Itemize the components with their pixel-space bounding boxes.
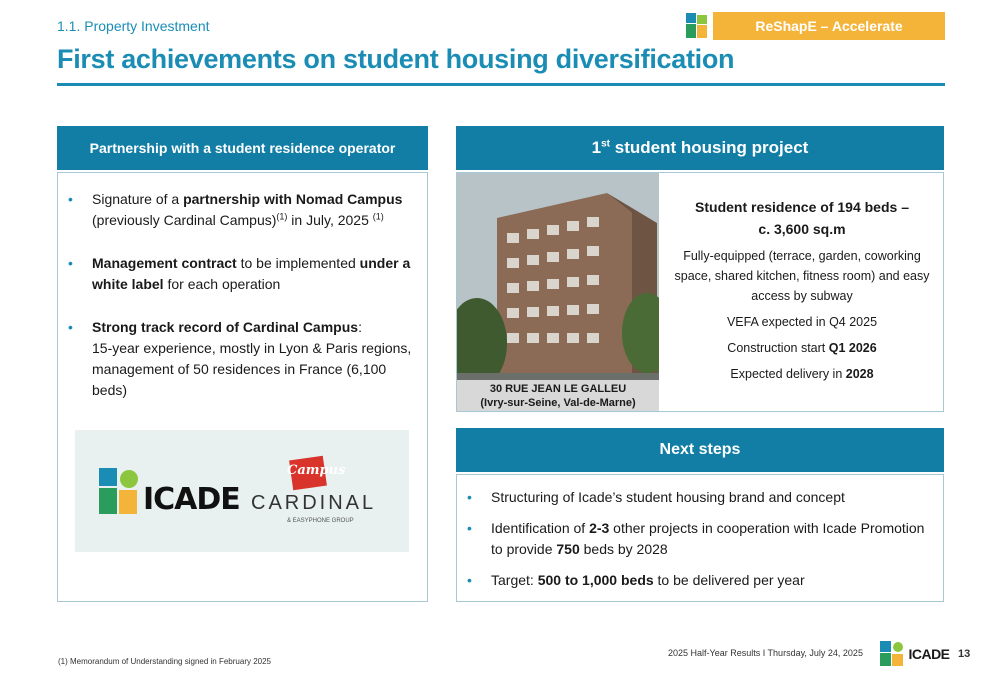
icade-logo-icon <box>99 468 139 516</box>
title-divider <box>57 83 945 86</box>
bullet-icon: • <box>467 489 472 505</box>
project-construction: Construction start Q1 2026 <box>727 341 877 355</box>
footer-info: 2025 Half-Year Results I Thursday, July 24, 2025 <box>668 648 863 658</box>
bullet-icon: • <box>68 319 73 335</box>
footnote: (1) Memorandum of Understanding signed in February 2025 <box>58 657 272 666</box>
bullet-icon: • <box>467 520 472 536</box>
strategy-badge: ReShapE – Accelerate diversification <box>713 12 945 40</box>
bullet-icon: • <box>68 255 73 271</box>
footer-logo <box>880 641 950 667</box>
list-item: • Target: 500 to 1,000 beds to be delivered per year <box>457 570 937 591</box>
project-title: Student residence of 194 beds – <box>695 199 909 215</box>
partnership-list <box>58 189 418 423</box>
project-vefa: VEFA expected in Q4 2025 <box>726 315 878 329</box>
group-logo-text: & EASYPHONE GROUP <box>287 518 354 524</box>
list-item: • Management contract to be implemented under a white label for each operation <box>68 255 411 292</box>
page-title: First achievements on student housing diversification <box>57 44 735 74</box>
project-description: Fully-equipped (terrace, garden, coworking space, shared kitchen, fitness room) and easy access by subway <box>674 249 930 303</box>
page-number: 13 <box>958 648 971 660</box>
icade-logo-icon <box>686 13 708 39</box>
partner-logos <box>75 430 409 552</box>
footer-logo-text: ICADE <box>908 646 950 662</box>
list-item: • Structuring of Icade’s student housing brand and concept <box>457 487 937 508</box>
next-steps-panel <box>456 474 944 602</box>
partnership-heading: Partnership with a student residence operator <box>57 126 428 170</box>
section-label: 1.1. Property Investment <box>57 18 210 34</box>
project-details <box>664 196 940 384</box>
project-heading: 1st student housing project <box>456 126 944 170</box>
icade-logo-text: ICADE <box>143 482 240 517</box>
cardinal-logo-text: CARDINAL <box>251 492 377 514</box>
icade-logo-icon <box>880 641 904 667</box>
bullet-icon: • <box>68 191 73 207</box>
list-item: • Identification of 2-3 other projects in cooperation with Icade Promotion to provide 750 beds by 2028 <box>467 520 925 557</box>
list-item: • Signature of a partnership with Nomad Campus (previously Cardinal Campus)$^{(1)}$ in July, 2025 $^{(1)}$ <box>68 191 403 228</box>
photo-caption: 30 RUE JEAN LE GALLEU (Ivry-sur-Seine, Val-de-Marne) <box>457 380 659 411</box>
bullet-icon: • <box>467 572 472 588</box>
next-steps-heading: Next steps <box>456 428 944 472</box>
campus-logo-text: Campus <box>287 463 346 478</box>
project-delivery: Expected delivery in 2028 <box>730 367 874 381</box>
building-photo <box>457 173 659 411</box>
list-item: • Strong track record of Cardinal Campus: 15-year experience, mostly in Lyon & Paris regions, management of 50 residences in France (6,100 beds) <box>68 319 412 398</box>
next-steps-list <box>457 487 937 601</box>
project-area: c. 3,600 sq.m <box>758 221 846 237</box>
